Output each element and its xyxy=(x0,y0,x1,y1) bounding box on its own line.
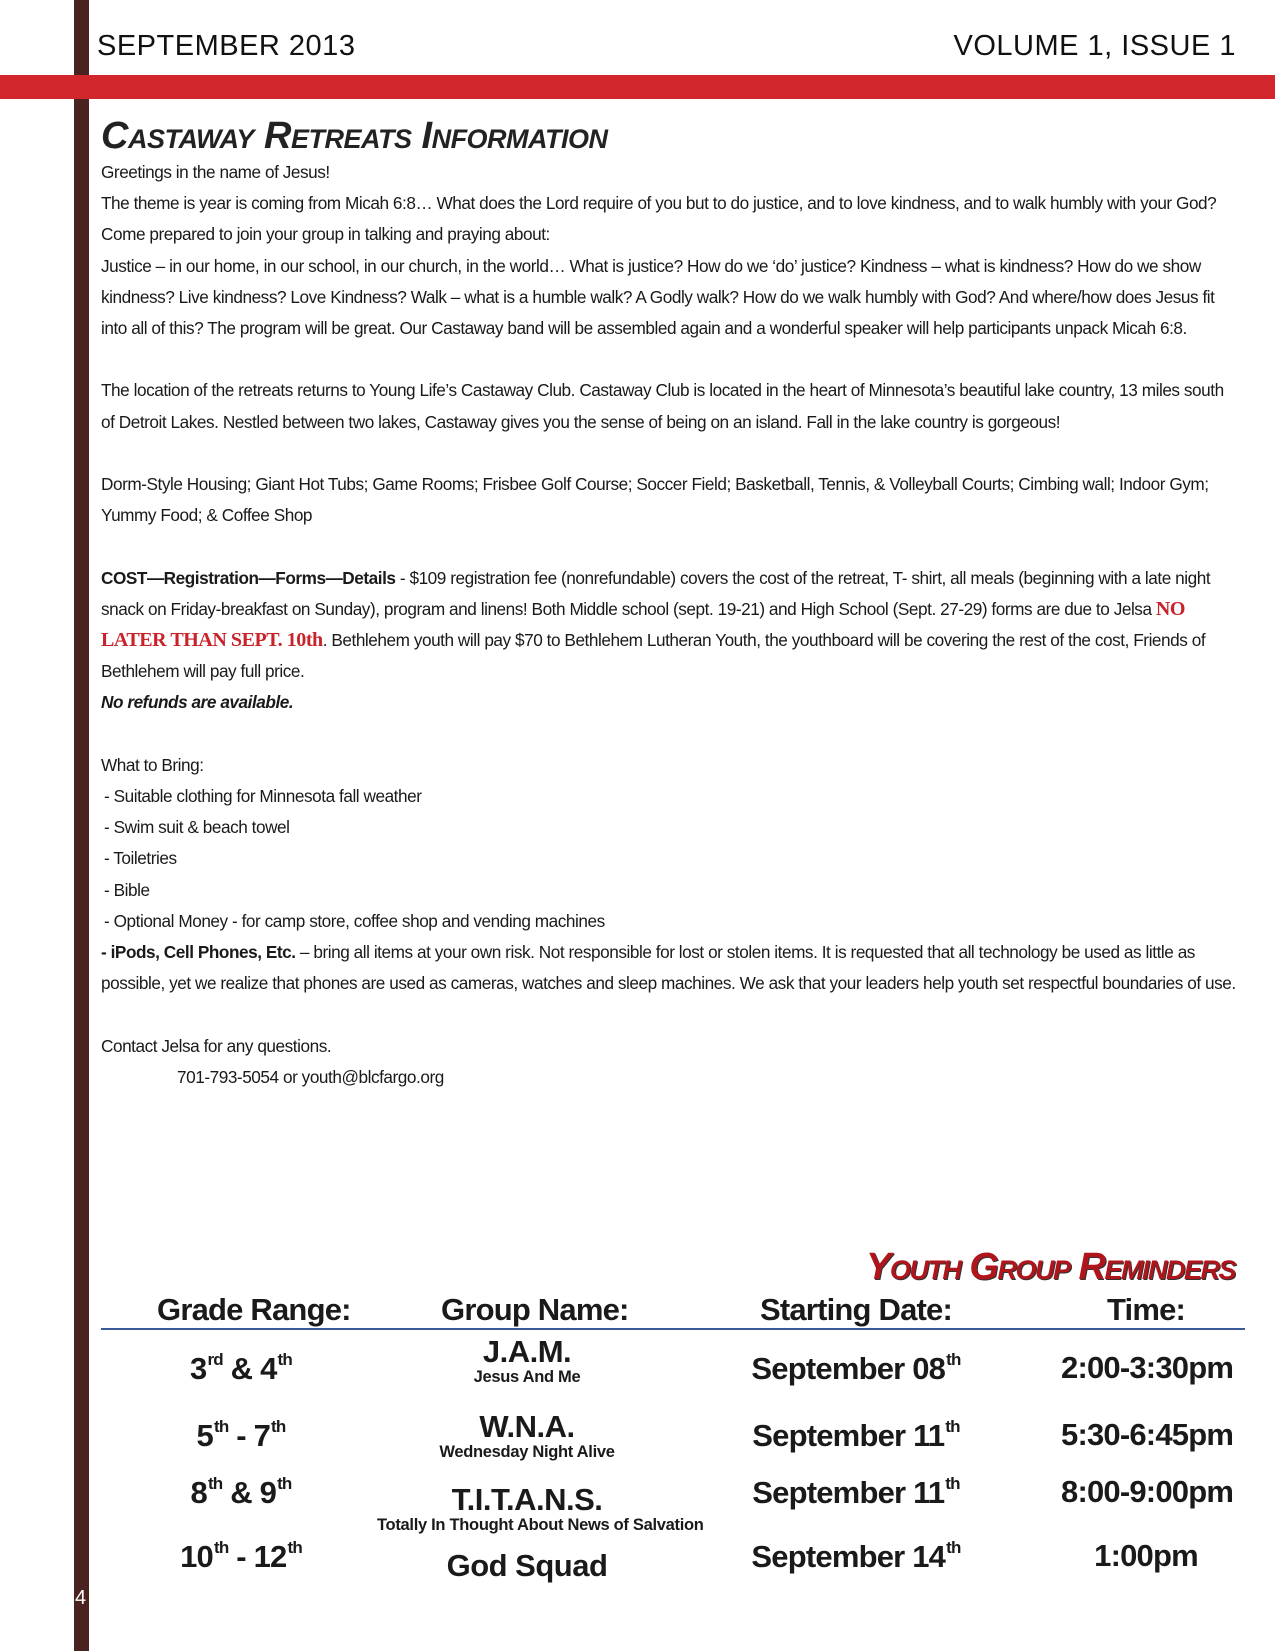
time: 5:30-6:45pm xyxy=(1061,1417,1234,1452)
header-time: Time: xyxy=(1106,1292,1186,1327)
tech-label: - iPods, Cell Phones, Etc. xyxy=(101,942,296,963)
group-name: J.A.M. Jesus And Me xyxy=(377,1336,677,1386)
grade-range: 10th - 12th xyxy=(180,1538,302,1574)
group-subtitle: Wednesday Night Alive xyxy=(439,1443,615,1461)
no-refunds-note: No refunds are available. xyxy=(101,692,294,713)
cost-paragraph xyxy=(101,563,1239,688)
list-item: - Toiletries xyxy=(104,848,177,869)
header-date: Starting Date: xyxy=(759,1292,953,1327)
deadline-text: NO LATER THAN SEPT. 10th xyxy=(101,597,1185,651)
list-item: - Bible xyxy=(104,879,150,900)
issue-date: SEPTEMBER 2013 xyxy=(97,30,356,62)
table-row xyxy=(101,1538,1245,1616)
starting-date: September 11th xyxy=(752,1474,960,1510)
group-name: God Squad xyxy=(446,1548,608,1583)
cost-text: - $109 registration fee (nonrefundable) covers the cost of the retreat, T- shirt, all meals (beginning with a late night snack on Friday-breakfast on Sunday), program and linens! Both Middle school (sept. 19-21) and High School (Sept. 27-29) forms are due to Jelsa xyxy=(101,567,1211,619)
amenities-paragraph: Dorm-Style Housing; Giant Hot Tubs; Game Rooms; Frisbee Golf Course; Soccer Field; Basketball, Tennis, & Volleyball Courts; Cimbing wall; Indoor Gym; Yummy Food; & Coffee Shop xyxy=(101,474,1209,526)
cost-label: COST—Registration—Forms—Details xyxy=(101,567,396,588)
grade-range: 5th - 7th xyxy=(196,1417,286,1453)
article-title: Castaway Retreats Information xyxy=(101,115,608,157)
greeting: Greetings in the name of Jesus! xyxy=(101,162,330,182)
time: 1:00pm xyxy=(1094,1538,1198,1573)
reminders-title: Youth Group Reminders xyxy=(866,1246,1235,1288)
table-header xyxy=(101,1292,1245,1330)
group-name: W.N.A. Wednesday Night Alive xyxy=(377,1411,677,1461)
grade-range: 3rd & 4th xyxy=(190,1350,292,1386)
list-item: - Swim suit & beach towel xyxy=(104,817,290,838)
issue-volume: VOLUME 1, ISSUE 1 xyxy=(953,30,1236,62)
starting-date: September 11th xyxy=(752,1417,960,1453)
group-subtitle: Totally In Thought About News of Salvation xyxy=(377,1516,704,1534)
article xyxy=(101,112,1239,1093)
list-item: - Suitable clothing for Minnesota fall weather xyxy=(104,786,422,806)
table-row xyxy=(101,1334,1245,1416)
starting-date: September 08th xyxy=(751,1350,961,1386)
bring-heading: What to Bring: xyxy=(101,754,204,775)
contact-info: 701-793-5054 or youth@blcfargo.org xyxy=(177,1066,444,1087)
topics-paragraph: Justice – in our home, in our school, in our church, in the world… What is justice? How do we ‘do’ justice? Kindness – what is kindness? How do we show kindness? Live kindness? Love Kindness? Walk – what is a humble walk? A Godly walk? How do we walk humbly with God? And where/how does Jesus fit into all of this? The program will be great. Our Castaway band will be assembled again and a wonderful speaker will help participants unpack Micah 6:8. xyxy=(101,255,1215,339)
group-subtitle: Jesus And Me xyxy=(473,1368,581,1386)
header-grade: Grade Range: xyxy=(157,1292,351,1327)
theme-paragraph: The theme is year is coming from Micah 6:8… What does the Lord require of you but to do justice, and to love kindness, and to walk humbly with your God? Come prepared to join your group in talking and praying about: xyxy=(101,193,1217,245)
tech-text: – bring all items at your own risk. Not responsible for lost or stolen items. It is requested that all technology be used as little as possible, yet we realize that phones are used as cameras, watches and sleep machines. We ask that your leaders help youth set respectful boundaries of use. xyxy=(101,942,1236,994)
time: 2:00-3:30pm xyxy=(1061,1350,1234,1385)
reminders-table xyxy=(101,1292,1245,1583)
group-name: T.I.T.A.N.S. Totally In Thought About News of Salvation xyxy=(377,1482,704,1534)
cost-text-end: . Bethlehem youth will pay $70 to Bethlehem Lutheran Youth, the youthboard will be covering the rest of the cost, Friends of Bethlehem will pay full price. xyxy=(101,630,1206,682)
starting-date: September 14th xyxy=(751,1538,961,1574)
time: 8:00-9:00pm xyxy=(1061,1474,1234,1509)
left-margin-bar xyxy=(74,0,89,1651)
list-item: - Optional Money - for camp store, coffee shop and vending machines xyxy=(104,910,605,931)
page-number: 4 xyxy=(75,1587,87,1609)
contact-line: Contact Jelsa for any questions. xyxy=(101,1035,332,1056)
header-red-band xyxy=(0,75,1275,99)
grade-range: 8th & 9th xyxy=(190,1474,292,1510)
tech-paragraph xyxy=(101,937,1239,999)
location-paragraph: The location of the retreats returns to Young Life’s Castaway Club. Castaway Club is located in the heart of Minnesota’s beautiful lake country, 13 miles south of Detroit Lakes. Nestled between two lakes, Castaway gives you the sense of being on an island. Fall in the lake country is gorgeous! xyxy=(101,380,1224,432)
header-group: Group Name: xyxy=(441,1292,629,1327)
